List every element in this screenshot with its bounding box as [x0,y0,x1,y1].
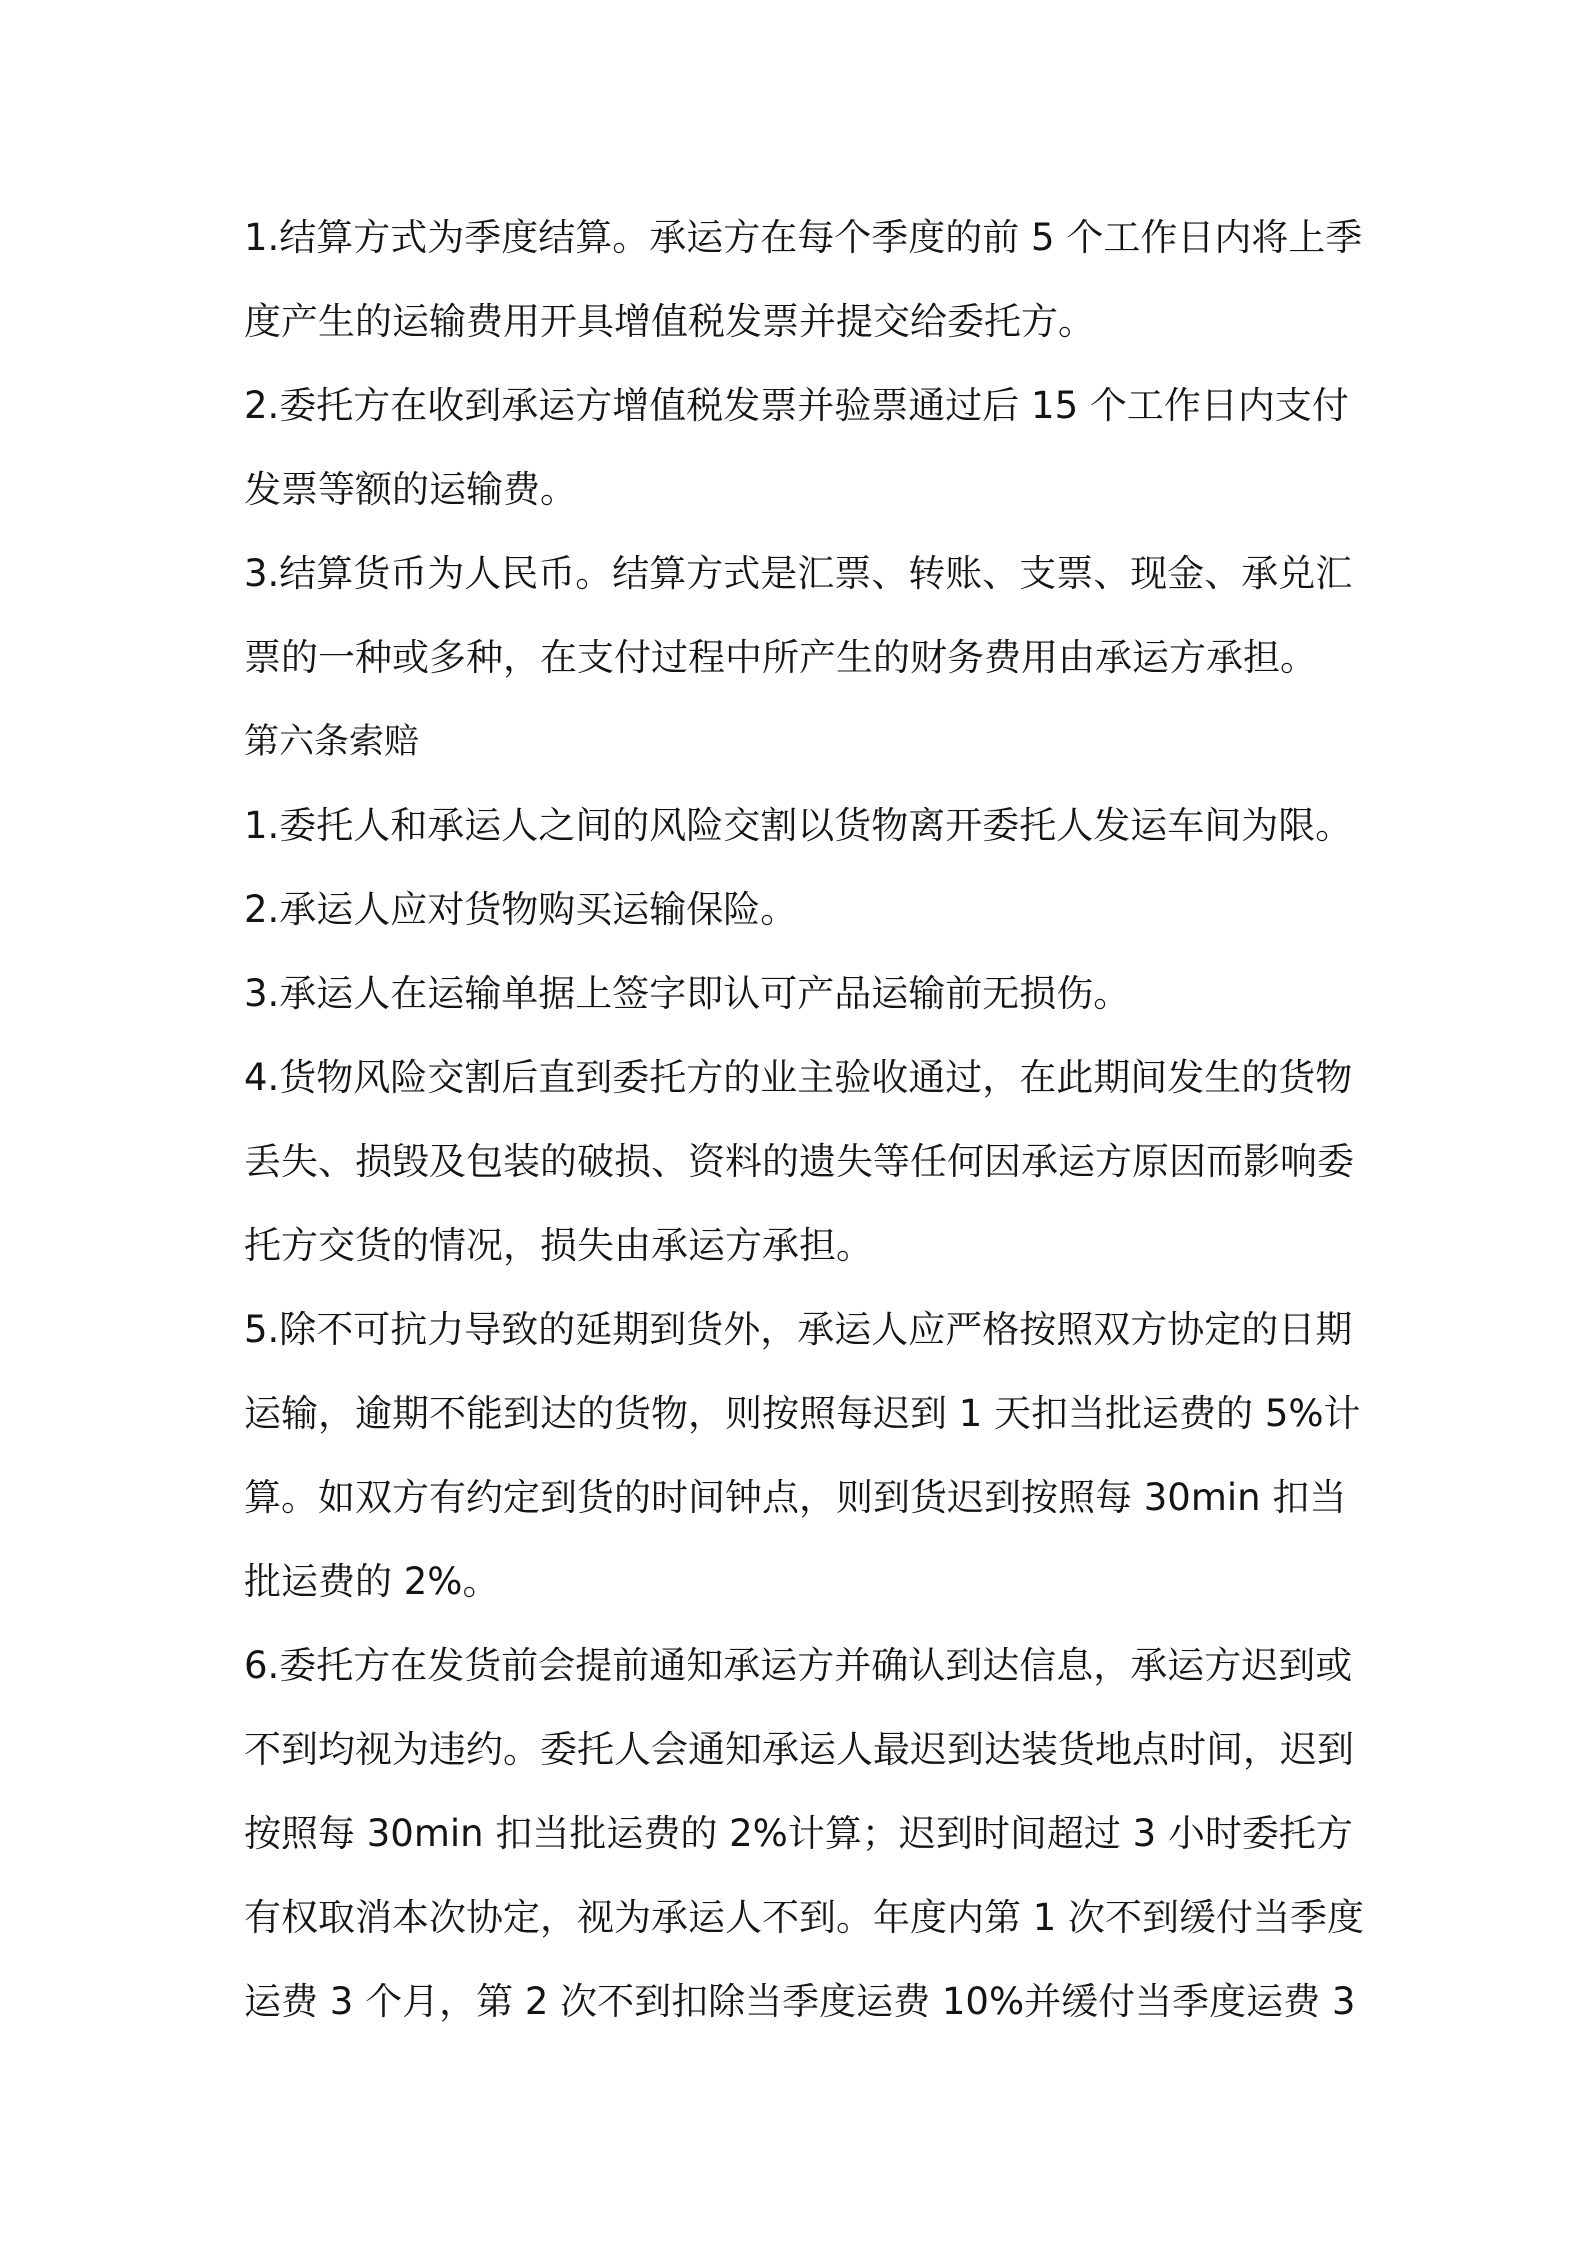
text-line: 托方交货的情况，损失由承运方承担。 [244,1224,873,1267]
text-line: 批运费的 2%。 [244,1560,500,1603]
text-line: 丢失、损毁及包装的破损、资料的遗失等任何因承运方原因而影响委 [244,1140,1354,1183]
text-line: 4.货物风险交割后直到委托方的业主验收通过，在此期间发生的货物 [244,1056,1353,1099]
text-line: 2.承运人应对货物购买运输保险。 [244,888,798,931]
document-body [244,196,1374,2044]
text-line: 按照每 30min 扣当批运费的 2%计算；迟到时间超过 3 小时委托方 [244,1812,1353,1855]
section-heading: 第六条索赔 [244,722,420,762]
text-line: 算。如双方有约定到货的时间钟点，则到货迟到按照每 30min 扣当 [244,1476,1347,1519]
text-line: 有权取消本次协定，视为承运人不到。年度内第 1 次不到缓付当季度 [244,1896,1365,1939]
text-line: 2.委托方在收到承运方增值税发票并验票通过后 15 个工作日内支付 [244,384,1349,427]
text-line: 发票等额的运输费。 [244,468,577,511]
text-line: 票的一种或多种，在支付过程中所产生的财务费用由承运方承担。 [244,636,1317,679]
text-line: 3.结算货币为人民币。结算方式是汇票、转账、支票、现金、承兑汇 [244,552,1353,595]
text-line: 5.除不可抗力导致的延期到货外，承运人应严格按照双方协定的日期 [244,1308,1353,1351]
text-line: 1.委托人和承运人之间的风险交割以货物离开委托人发运车间为限。 [244,804,1353,847]
text-line: 运费 3 个月，第 2 次不到扣除当季度运费 10%并缓付当季度运费 3 [244,1980,1356,2023]
text-line: 6.委托方在发货前会提前通知承运方并确认到达信息，承运方迟到或 [244,1644,1353,1687]
text-line: 度产生的运输费用开具增值税发票并提交给委托方。 [244,300,1095,343]
text-line: 3.承运人在运输单据上签字即认可产品运输前无损伤。 [244,972,1131,1015]
text-line: 1.结算方式为季度结算。承运方在每个季度的前 5 个工作日内将上季 [244,216,1363,259]
text-line: 运输，逾期不能到达的货物，则按照每迟到 1 天扣当批运费的 5%计 [244,1392,1361,1435]
text-line: 不到均视为违约。委托人会通知承运人最迟到达装货地点时间，迟到 [244,1728,1354,1771]
